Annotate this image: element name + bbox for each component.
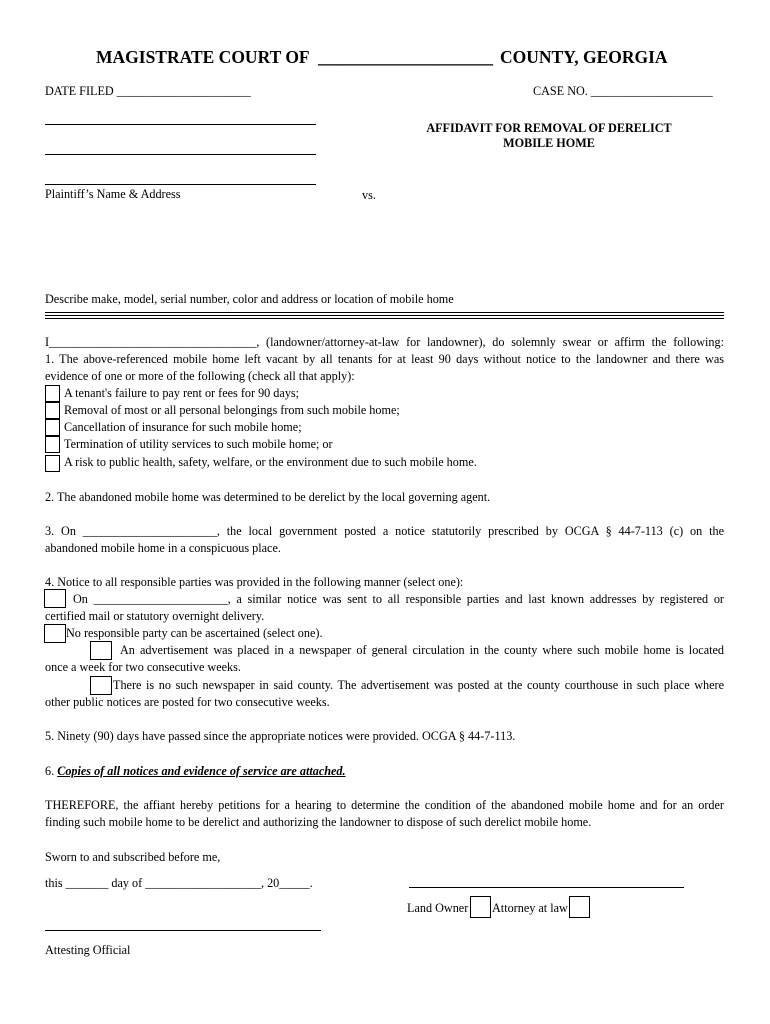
signature-line[interactable] <box>409 887 684 888</box>
checkbox-land-owner[interactable] <box>470 896 491 918</box>
land-owner-label: Land Owner <box>407 901 469 915</box>
checkbox-notice-mailed[interactable] <box>44 589 66 608</box>
item4-sub1-line1: An advertisement was placed in a newspaper of general circulation in the county where such mobile home is located <box>120 643 724 657</box>
item6-prefix: 6. <box>45 764 58 778</box>
checkbox-insurance[interactable] <box>45 419 60 436</box>
date-filed-field[interactable]: DATE FILED ______________________ <box>45 84 251 98</box>
item1-line2: evidence of one or more of the following (check all that apply): <box>45 369 355 383</box>
oath-statement[interactable]: I__________________________________, (landowner/attorney-at-law for landowner), do solemnly swear or affirm the following: <box>45 335 724 349</box>
item3-line2: abandoned mobile home in a conspicuous place. <box>45 541 281 555</box>
attorney-label: Attorney at law <box>492 901 568 915</box>
plaintiff-line-1[interactable] <box>45 124 316 125</box>
plaintiff-line-3[interactable] <box>45 184 316 185</box>
describe-line-bottom <box>45 315 724 316</box>
county-blank[interactable]: ____________________ <box>318 47 493 67</box>
checkbox-public-risk[interactable] <box>45 455 60 472</box>
item4-option-a-line1[interactable]: On ______________________, a similar notice was sent to all responsible parties and last known addresses by registered or <box>73 592 724 606</box>
option-utilities: Termination of utility services to such mobile home; or <box>64 437 333 451</box>
case-number-field[interactable]: CASE NO. ____________________ <box>533 84 713 98</box>
item4-option-b: No responsible party can be ascertained (select one). <box>66 626 323 640</box>
plaintiff-label: Plaintiff’s Name & Address <box>45 187 181 201</box>
item2-text: 2. The abandoned mobile home was determined to be derelict by the local governing agent. <box>45 490 491 504</box>
checkbox-belongings[interactable] <box>45 402 60 419</box>
option-belongings: Removal of most or all personal belongings from such mobile home; <box>64 403 400 417</box>
checkbox-attorney[interactable] <box>569 896 590 918</box>
describe-line-third <box>45 318 724 319</box>
form-title-line1: AFFIDAVIT FOR REMOVAL OF DERELICT <box>426 121 672 135</box>
court-title-left: MAGISTRATE COURT OF <box>96 47 310 67</box>
option-rent-failure: A tenant's failure to pay rent or fees for 90 days; <box>64 386 300 400</box>
describe-label: Describe make, model, serial number, color and address or location of mobile home <box>45 292 454 306</box>
versus-label: vs. <box>362 188 376 202</box>
plaintiff-line-2[interactable] <box>45 154 316 155</box>
describe-line-top <box>45 312 724 313</box>
item4-sub2-line1: There is no such newspaper in said county. The advertisement was posted at the county courthouse in such place where <box>113 678 724 692</box>
sworn-date-line[interactable]: this _______ day of ___________________, 20_____. <box>45 876 313 890</box>
checkbox-rent-failure[interactable] <box>45 385 60 402</box>
checkbox-utilities[interactable] <box>45 436 60 453</box>
checkbox-no-responsible-party[interactable] <box>44 624 66 643</box>
sworn-text: Sworn to and subscribed before me, <box>45 850 221 864</box>
item4-sub1-line2: once a week for two consecutive weeks. <box>45 660 241 674</box>
therefore-line2: finding such mobile home to be derelict and authorizing the landowner to dispose of such derelict mobile home. <box>45 815 592 829</box>
item6-attached-note: Copies of all notices and evidence of service are attached. <box>57 764 346 778</box>
option-insurance: Cancellation of insurance for such mobile home; <box>64 420 302 434</box>
form-title-line2: MOBILE HOME <box>503 136 595 150</box>
item3-line1[interactable]: 3. On ______________________, the local government posted a notice statutorily prescribed by OCGA § 44-7-113 (c) on the <box>45 524 724 538</box>
item6-text <box>45 764 346 779</box>
item4-option-a-line2: certified mail or statutory overnight delivery. <box>45 609 265 623</box>
item5-text: 5. Ninety (90) days have passed since the appropriate notices were provided. OCGA § 44-7-113. <box>45 729 516 743</box>
item4-intro: 4. Notice to all responsible parties was provided in the following manner (select one): <box>45 575 464 589</box>
checkbox-newspaper-ad[interactable] <box>90 641 112 660</box>
checkbox-courthouse-posting[interactable] <box>90 676 112 695</box>
item4-sub2-line2: other public notices are posted for two consecutive weeks. <box>45 695 330 709</box>
item1-line1: 1. The above-referenced mobile home left vacant by all tenants for at least 90 days without notice to the landowner and there was <box>45 352 724 366</box>
attesting-signature-line[interactable] <box>45 930 321 931</box>
therefore-line1: THEREFORE, the affiant hereby petitions for a hearing to determine the condition of the abandoned mobile home and for an order <box>45 798 724 812</box>
option-public-risk: A risk to public health, safety, welfare, or the environment due to such mobile home. <box>64 455 477 469</box>
attesting-official-label: Attesting Official <box>45 943 131 957</box>
court-title-right: COUNTY, GEORGIA <box>500 47 668 67</box>
